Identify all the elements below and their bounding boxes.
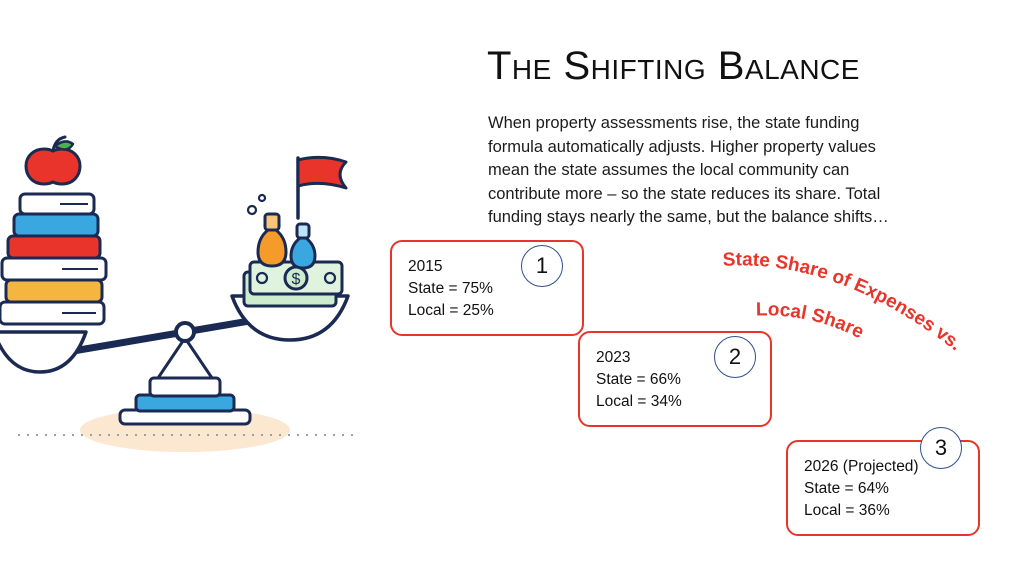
diagonal-label-line-2: Local Share [755, 299, 868, 344]
jars [248, 195, 315, 268]
callout-2-badge: 2 [714, 336, 756, 378]
callout-3-state: State = 64% [804, 480, 889, 497]
callout-3-badge: 3 [920, 427, 962, 469]
balance-scale-illustration [0, 110, 400, 470]
scale-pan-left [0, 332, 86, 372]
callout-2-local: Local = 34% [596, 393, 682, 410]
callout-1-year: 2015 [408, 258, 443, 275]
diagonal-label-line-1: State Share of Expenses vs. [722, 249, 966, 356]
callout-3-year: 2026 (Projected) [804, 458, 919, 475]
callout-1-state: State = 75% [408, 280, 493, 297]
callout-1-local: Local = 25% [408, 302, 494, 319]
callout-3-local: Local = 36% [804, 502, 890, 519]
svg-text:$: $ [291, 271, 301, 288]
flag-icon [298, 157, 346, 218]
scale-base [120, 338, 250, 424]
books-stack [0, 194, 106, 324]
callout-2-year: 2023 [596, 349, 631, 366]
apple-icon [26, 137, 80, 184]
callout-2-state: State = 66% [596, 371, 681, 388]
page-title: The Shifting Balance [487, 44, 860, 88]
body-paragraph: When property assessments rise, the state funding formula automatically adjusts. Higher property values mean the state assumes the local community can contribute more – so the state reduces its share. Total funding stays nearly the same, but the balance shifts… [488, 114, 889, 226]
callout-1-badge: 1 [521, 245, 563, 287]
money-bills [244, 262, 342, 306]
